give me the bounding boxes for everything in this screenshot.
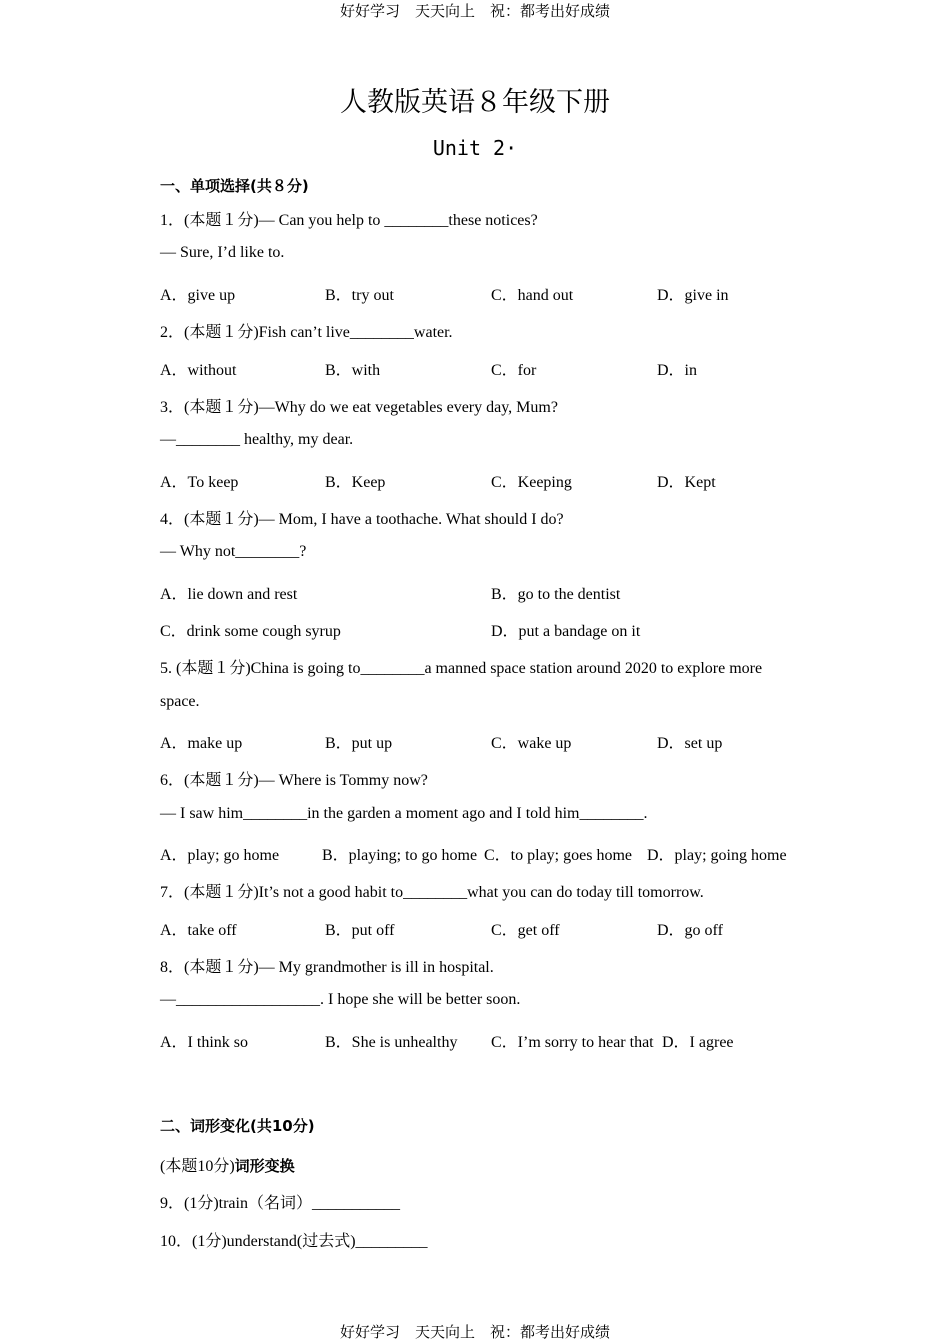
q4-option-b: B．go to the dentist: [491, 586, 621, 603]
q4-stem: 4．(本题１分)— Mom, I have a toothache. What should I do?: [160, 511, 564, 528]
q1-option-a: A．give up: [160, 287, 236, 304]
q3-option-a: A．To keep: [160, 474, 239, 491]
q3-option-d: D．Kept: [657, 474, 716, 491]
document-title: 人教版英语８年级下册: [340, 87, 610, 118]
page-header: 好好学习 天天向上 祝：都考出好成绩: [339, 2, 610, 20]
q6-option-b: B．playing; to go home: [322, 847, 478, 864]
q4-answer-line: — Why not________?: [160, 543, 307, 560]
q1-option-b: B．try out: [325, 287, 394, 304]
page-footer: 好好学习 天天向上 祝：都考出好成绩: [339, 1323, 610, 1341]
q4-option-c: C．drink some cough syrup: [160, 623, 341, 640]
q8-option-b: B．She is unhealthy: [325, 1034, 458, 1051]
q8-stem: 8．(本题１分)— My grandmother is ill in hospital.: [160, 959, 494, 976]
section-2-intro: [160, 1153, 295, 1176]
q7-option-d: D．go off: [657, 922, 723, 939]
q1-answer-line: — Sure, I’d like to.: [160, 244, 285, 261]
q2-option-d: D．in: [657, 362, 698, 379]
q2-option-c: C．for: [491, 362, 537, 379]
q1-option-d: D．give in: [657, 287, 729, 304]
q1-stem: 1．(本题１分)— Can you help to ________these notices?: [160, 212, 538, 229]
section-2-heading: 二、词形变化(共10分): [160, 1117, 315, 1135]
section-2-intro-task: 词形变换: [234, 1157, 295, 1175]
q3-answer-line: —________ healthy, my dear.: [160, 431, 354, 448]
q4-option-d: D．put a bandage on it: [491, 623, 641, 640]
q6-option-a: A．play; go home: [160, 847, 280, 864]
q7-stem: 7．(本题１分)It’s not a good habit to________what you can do today till tomorrow.: [160, 884, 704, 901]
q6-option-d: D．play; going home: [647, 847, 787, 864]
q7-option-c: C．get off: [491, 922, 560, 939]
q2-option-a: A．without: [160, 362, 237, 379]
q5-stem-continued: space.: [160, 693, 200, 710]
q2-stem: 2．(本题１分)Fish can’t live________water.: [160, 324, 453, 341]
q8-answer-line: —__________________. I hope she will be better soon.: [160, 991, 521, 1008]
q10-line: 10．(1分)understand(过去式)_________: [160, 1233, 428, 1250]
q7-option-b: B．put off: [325, 922, 395, 939]
q1-option-c: C．hand out: [491, 287, 574, 304]
q3-option-c: C．Keeping: [491, 474, 572, 491]
q7-option-a: A．take off: [160, 922, 237, 939]
q8-option-a: A．I think so: [160, 1034, 249, 1051]
section-2-intro-points: (本题10分): [160, 1158, 235, 1175]
q5-option-d: D．set up: [657, 735, 723, 752]
q8-option-c: C．I’m sorry to hear that: [491, 1034, 654, 1051]
q3-stem: 3．(本题１分)—Why do we eat vegetables every day, Mum?: [160, 399, 558, 416]
q9-line: 9．(1分)train（名词）___________: [160, 1195, 400, 1212]
q4-option-a: A．lie down and rest: [160, 586, 298, 603]
q5-stem: 5. (本题１分)China is going to________a manned space station around 2020 to explore more: [160, 660, 763, 677]
q3-option-b: B．Keep: [325, 474, 386, 491]
q2-option-b: B．with: [325, 362, 381, 379]
q6-answer-line: — I saw him________in the garden a moment ago and I told him________.: [160, 805, 648, 822]
q5-option-a: A．make up: [160, 735, 243, 752]
section-1-heading: 一、单项选择(共８分): [160, 177, 309, 195]
q6-stem: 6．(本题１分)— Where is Tommy now?: [160, 772, 428, 789]
unit-title: Unit 2·: [432, 136, 518, 160]
q5-option-b: B．put up: [325, 735, 393, 752]
q8-option-d: D．I agree: [662, 1034, 734, 1051]
q5-option-c: C．wake up: [491, 735, 572, 752]
q6-option-c: C．to play; goes home: [484, 847, 632, 864]
